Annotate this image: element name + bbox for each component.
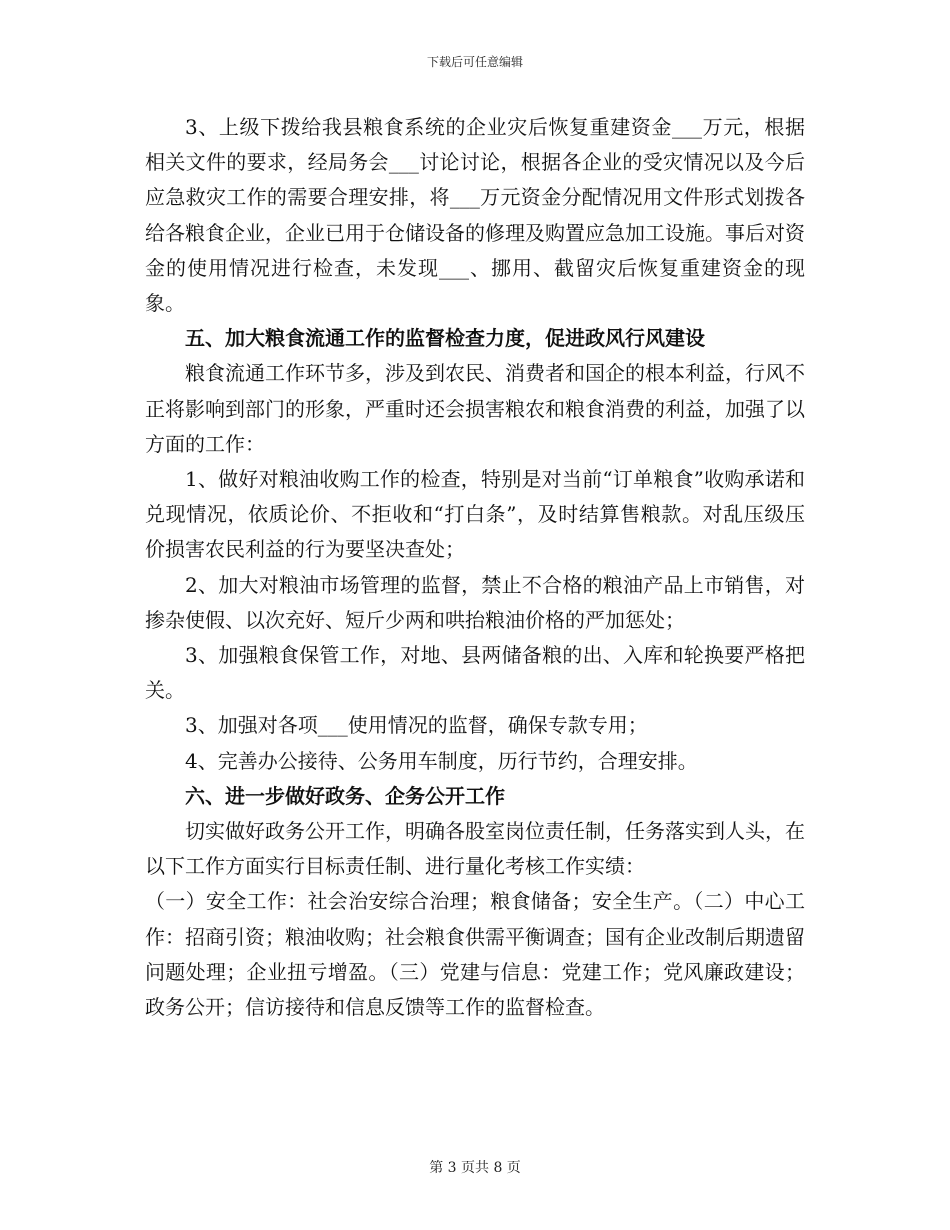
paragraph-storage-management: 3、加强粮食保管工作，对地、县两储备粮的出、入库和轮换要严格把关。	[145, 643, 805, 703]
paragraph-fund-allocation: 3、上级下拨给我县粮食系统的企业灾后恢复重建资金___万元，根据相关文件的要求，经局务会___讨论讨论，根据各企业的受灾情况以及今后应急救灾工作的需要合理安排，将___万元资金分配情况用文件形式划拨各给各粮食企业，企业已用于仓储设备的修理及购置应急加工设施。事后对资金的使用情况进行检查，未发现___、挪用、截留灾后恢复重建资金的现象。	[145, 115, 805, 316]
section-heading-six: 六、进一步做好政务、企务公开工作	[185, 783, 505, 808]
page-footer: 第 3 页共 8 页	[429, 1160, 521, 1176]
paragraph-circulation-intro: 粮食流通工作环节多，涉及到农民、消费者和国企的根本利益，行风不正将影响到部门的形象，严重时还会损害粮农和粮食消费的利益，加强了以方面的工作：	[145, 361, 805, 456]
paragraph-market-supervision: 2、加大对粮油市场管理的监督，禁止不合格的粮油产品上市销售，对掺杂使假、以次充好、短斤少两和哄抬粮油价格的严加惩处；	[145, 572, 805, 632]
document-body	[145, 110, 805, 1025]
paragraph-office-reception: 4、完善办公接待、公务用车制度，历行节约，合理安排。	[185, 748, 698, 773]
paragraph-affairs-disclosure: 切实做好政务公开工作，明确各股室岗位责任制，任务落实到人头，在以下工作方面实行目标责任制、进行量化考核工作实绩：	[145, 819, 805, 879]
paragraph-fund-supervision: 3、加强对各项___使用情况的监督，确保专款专用；	[185, 713, 648, 738]
paragraph-purchase-inspection: 1、做好对粮油收购工作的检查，特别是对当前“订单粮食”收购承诺和兑现情况，依质论价、不拒收和“打白条”，及时结算售粮款。对乱压级压价损害农民利益的行为要坚决查处；	[145, 467, 805, 562]
page-header: 下载后可任意编辑	[426, 55, 523, 69]
paragraph-target-responsibility: （一）安全工作：社会治安综合治理；粮食储备；安全生产。（二）中心工作：招商引资；粮油收购；社会粮食供需平衡调查；国有企业改制后期遗留问题处理；企业扭亏增盈。（三）党建与信息：党建工作；党风廉政建设；政务公开；信访接待和信息反馈等工作的监督检查。	[145, 889, 805, 1020]
section-heading-five: 五、加大粮食流通工作的监督检查力度，促进政风行风建设	[185, 326, 705, 351]
